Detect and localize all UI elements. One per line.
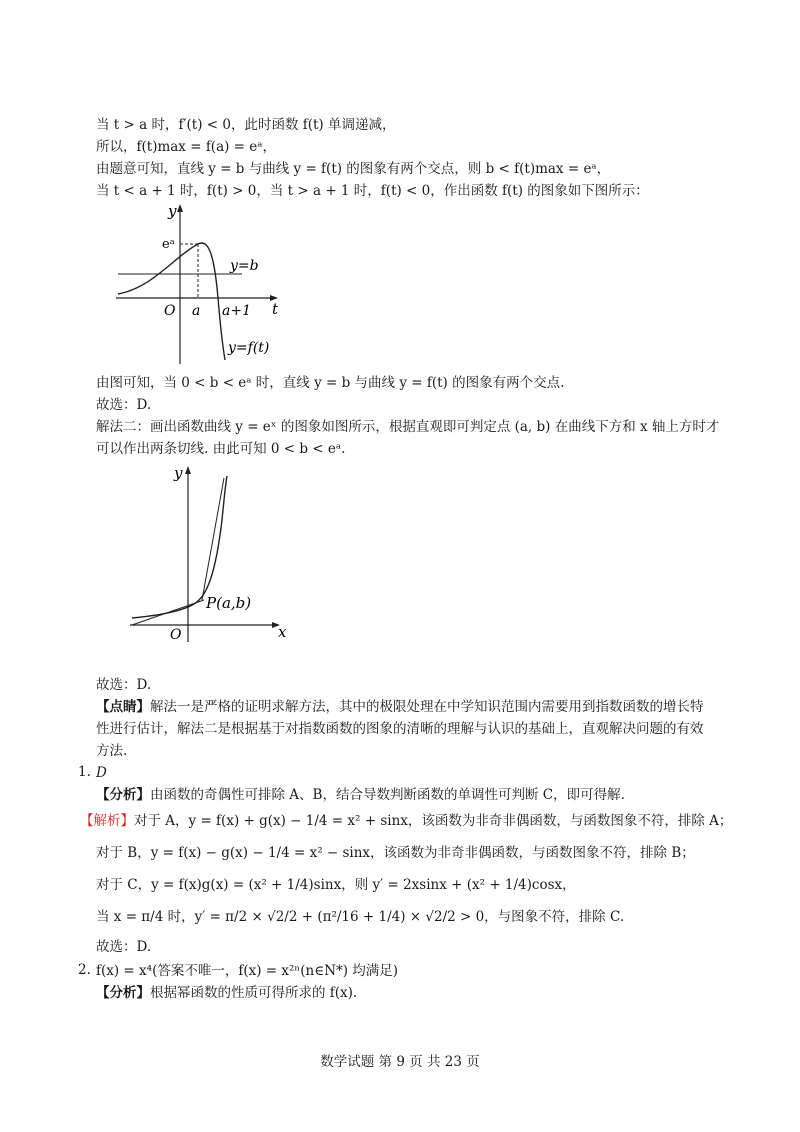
fig1-y-label: y	[168, 202, 177, 220]
q1-analysis-text: 由函数的奇偶性可排除 A、B，结合导数判断函数的单调性可判断 C，即可得解.	[150, 787, 625, 803]
q1-option-d: 当 x = π/4 时，y′ = π/2 × √2/2 + (π²/16 + 1/4) × √2/2 > 0，与图象不符，排除 C.	[96, 909, 625, 925]
q1-option-c: 对于 C，y = f(x)g(x) = (x² + 1/4)sinx，则 y′ = 2xsinx + (x² + 1/4)cosx，	[96, 877, 576, 893]
text-line-2: 所以，f(t)max = f(a) = eᵃ，	[96, 139, 276, 155]
text-line-11: 方法.	[96, 743, 128, 759]
fig1-origin-label: O	[164, 303, 176, 319]
q1-choose: 故选：D.	[96, 939, 152, 955]
text-line-10: 性进行估计，解法二是根据基于对指数函数的图象的清晰的理解与认识的基础上，直观解决问题的有效	[96, 721, 704, 737]
figure-ft-graph	[112, 202, 292, 367]
fig1-ea-label: eᵃ	[162, 237, 175, 252]
q1-answer: D	[96, 765, 107, 781]
comment-text: 解法一是严格的证明求解方法，其中的极限处理在中学知识范围内需要用到指数函数的增长特	[150, 699, 704, 715]
page-footer: 数学试题 第 9 页 共 23 页	[320, 1054, 480, 1070]
text-line-1: 当 t > a 时，f′(t) < 0，此时函数 f(t) 单调递减，	[96, 117, 396, 133]
text-line-8: 可以作出两条切线. 由此可知 0 < b < eᵃ.	[96, 441, 346, 457]
text-line-4: 当 t < a + 1 时，f(t) > 0，当 t > a + 1 时，f(t) < 0，作出函数 f(t) 的图象如下图所示：	[96, 183, 649, 199]
q1-analysis-tag: 【分析】	[96, 787, 150, 803]
fig1-a-label: a	[192, 303, 201, 319]
fig2-x-label: x	[278, 623, 287, 641]
q2-analysis	[96, 984, 357, 1002]
comment-line	[96, 698, 704, 716]
q1-solution-a	[80, 812, 732, 830]
q1-option-b: 对于 B，y = f(x) − g(x) − 1/4 = x² − sinx，该函数为非奇非偶函数，与函数图象不符，排除 B；	[96, 845, 695, 861]
q2-answer: f(x) = x⁴(答案不唯一，f(x) = x²ⁿ(n∈N*) 均满足)	[96, 963, 399, 979]
q2-analysis-tag: 【分析】	[96, 985, 150, 1001]
q2-number: 2.	[78, 962, 91, 978]
fig2-origin-label: O	[170, 627, 182, 643]
text-line-3: 由题意可知，直线 y = b 与曲线 y = f(t) 的图象有两个交点，则 b < f(t)max = eᵃ，	[96, 161, 611, 177]
fig1-yft-label: y=f(t)	[228, 340, 270, 356]
figure-exp-graph	[124, 460, 299, 645]
fig1-a1-label: a+1	[222, 303, 251, 319]
q1-analysis	[96, 786, 625, 804]
q2-analysis-text: 根据幂函数的性质可得所求的 f(x).	[150, 985, 358, 1001]
text-line-9: 故选：D.	[96, 677, 152, 693]
text-line-6: 故选：D.	[96, 397, 152, 413]
fig1-t-label: t	[272, 300, 279, 318]
fig1-yb-label: y=b	[230, 258, 259, 274]
fig2-y-label: y	[174, 464, 183, 482]
text-line-7: 解法二：画出函数曲线 y = eˣ 的图象如图所示，根据直观即可判定点 (a, b) 在曲线下方和 x 轴上方时才	[96, 419, 720, 435]
text-line-5: 由图可知，当 0 < b < eᵃ 时，直线 y = b 与曲线 y = f(t) 的图象有两个交点.	[96, 375, 565, 391]
q1-solution-tag: 【解析】	[80, 813, 134, 829]
comment-tag: 【点睛】	[96, 699, 150, 715]
q1-option-a: 对于 A，y = f(x) + g(x) − 1/4 = x² + sinx，该函数为非奇非偶函数，与函数图象不符，排除 A；	[134, 813, 733, 829]
fig2-point-label: P(a,b)	[206, 594, 252, 612]
q1-number: 1.	[78, 764, 91, 780]
